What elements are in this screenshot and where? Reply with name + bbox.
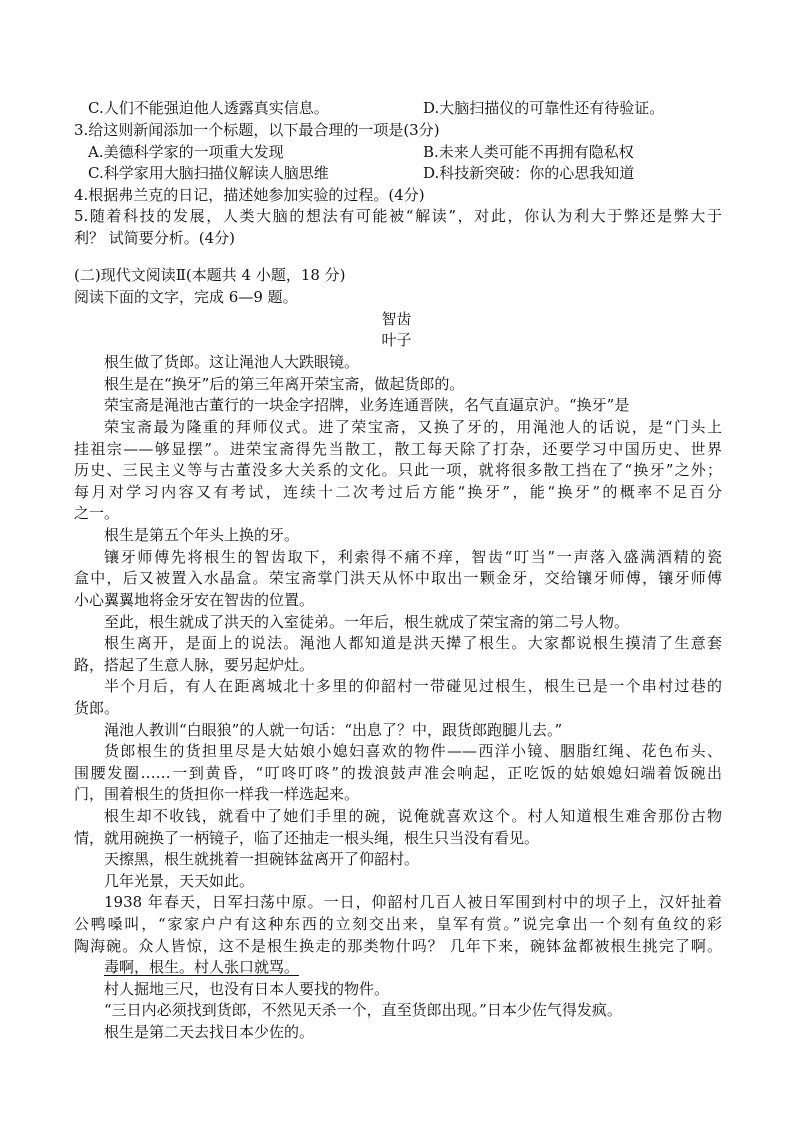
paragraph-6-line1: 镶牙师傅先将根生的智齿取下，利索得不痛不痒，智齿“叮当”一声落入盛满酒精的瓷 (104, 548, 722, 566)
paragraph-13: 天擦黑，根生就挑着一担碗钵盆离开了仰韶村。 (104, 850, 420, 868)
q3-option-c: C.科学家用大脑扫描仪解读人脑思维 (88, 164, 329, 182)
paragraph-3: 荣宝斋是渑池古董行的一块金字招牌，业务连通晋陕，名气直逼京沪。“换牙”是 (104, 396, 630, 414)
paragraph-9-line2: 货郎。 (74, 699, 120, 717)
article-title: 智齿 (381, 310, 412, 328)
paragraph-11-line1: 货郎根生的货担里尽是大姑娘小媳妇喜欢的物件——西洋小镜、胭脂红绳、花色布头、 (104, 742, 722, 760)
paragraph-15-line1: 1938 年春天，日军扫荡中原。一日，仰韶村几百人被日军围到村中的坝子上，汉奸扯着 (104, 893, 722, 911)
q5-stem-line1: 5.随着科技的发展，人类大脑的想法有可能被“解读”，对此，你认为利大于弊还是弊大于 (74, 207, 722, 225)
section-heading: (二)现代文阅读Ⅱ(本题共 4 小题，18 分) (74, 266, 346, 284)
paragraph-4-line2: 挂祖宗——够显摆”。进荣宝斋得先当散工，散工每天除了打杂，还要学习中国历史、世界 (74, 440, 722, 458)
paragraph-9-line1: 半个月后，有人在距离城北十多里的仰韶村一带碰见过根生，根生已是一个串村过巷的 (104, 677, 722, 695)
section-instruction: 阅读下面的文字，完成 6—9 题。 (74, 288, 298, 306)
q2-option-c: C.人们不能强迫他人透露真实信息。 (88, 99, 329, 117)
paragraph-11-line3: 门，围着根生的货担你一样我一样选起来。 (74, 785, 360, 803)
q3-option-d: D.科技新突破：你的心思我知道 (423, 164, 635, 182)
paragraph-2: 根生是在“换牙”后的第三年离开荣宝斋，做起货郎的。 (104, 375, 465, 393)
paragraph-14: 几年光景，天天如此。 (104, 872, 255, 890)
paragraph-4-line3: 历史、三民主义等与古董没多大关系的文化。只此一项，就将很多散工挡在了“换牙”之外； (74, 461, 722, 479)
q3-stem: 3.给这则新闻添加一个标题，以下最合理的一项是(3分) (74, 121, 440, 139)
paragraph-8-line1: 根生离开，是面上的说法。渑池人都知道是洪天撵了根生。大家都说根生摸清了生意套 (104, 634, 722, 652)
q5-stem-line2: 利？ 试简要分析。(4分) (74, 229, 236, 247)
paragraph-1: 根生做了货郎。这让渑池人大跌眼镜。 (104, 353, 360, 371)
paragraph-11-line2: 围腰发圈……一到黄昏，“叮咚叮咚”的拨浪鼓声准会响起，正吃饭的姑娘媳妇端着饭碗出 (74, 764, 722, 782)
q2-option-d: D.大脑扫描仪的可靠性还有待验证。 (423, 99, 665, 117)
article-author: 叶子 (381, 331, 412, 349)
paragraph-4-line1: 荣宝斋最为隆重的拜师仪式。进了荣宝斋，又换了牙的，用渑池人的话说，是“门头上 (104, 418, 722, 436)
paragraph-15-line3: 陶海碗。众人皆惊，这不是根生换走的那类物什吗？ 几年下来，碗钵盆都被根生挑完了啊。 (74, 937, 722, 955)
paragraph-16-underlined: 毒啊，根生。村人张口就骂。 (104, 958, 300, 976)
paragraph-15-line2: 公鸭嗓叫，“家家户户有这种东西的立刻交出来，皇军有赏。”说完拿出一个刻有鱼纹的彩 (74, 915, 722, 933)
paragraph-4-line5: 之一。 (74, 504, 120, 522)
paragraph-6-line3: 小心翼翼地将金牙安在智齿的位置。 (74, 591, 315, 609)
paragraph-7: 至此，根生就成了洪天的入室徒弟。一年后，根生就成了荣宝斋的第二号人物。 (104, 613, 630, 631)
paragraph-10: 渑池人教训“白眼狼”的人就一句话：“出息了？中，跟货郎跑腿儿去。” (104, 721, 563, 739)
paragraph-17: 村人掘地三尺，也没有日本人要找的物件。 (104, 980, 390, 998)
paragraph-4-line4: 每月对学习内容又有考试，连续十二次考过后方能“换牙”，能“换牙”的概率不足百分 (74, 483, 722, 501)
paragraph-5: 根生是第五个年头上换的牙。 (104, 526, 300, 544)
q3-option-b: B.未来人类可能不再拥有隐私权 (423, 143, 634, 161)
paragraph-6-line2: 盒中，后又被置入水晶盒。荣宝斋掌门洪天从怀中取出一颗金牙，交给镶牙师傅，镶牙师傅 (74, 569, 722, 587)
paragraph-12-line1: 根生却不收钱，就看中了她们手里的碗，说俺就喜欢这个。村人知道根生难舍那份古物 (104, 807, 722, 825)
paragraph-19: 根生是第二天去找日本少佐的。 (104, 1023, 315, 1041)
q4-stem: 4.根据弗兰克的日记，描述她参加实验的过程。(4分) (74, 186, 425, 204)
paragraph-18: “三日内必须找到货郎，不然见天杀一个，直至货郎出现。”日本少佐气得发疯。 (104, 1001, 622, 1019)
paragraph-12-line2: 情，就用碗换了一柄镜子，临了还抽走一根头绳，根生只当没有看见。 (74, 829, 540, 847)
paragraph-8-line2: 路，搭起了生意人脉，要另起炉灶。 (74, 656, 315, 674)
q3-option-a: A.美德科学家的一项重大发现 (88, 143, 284, 161)
